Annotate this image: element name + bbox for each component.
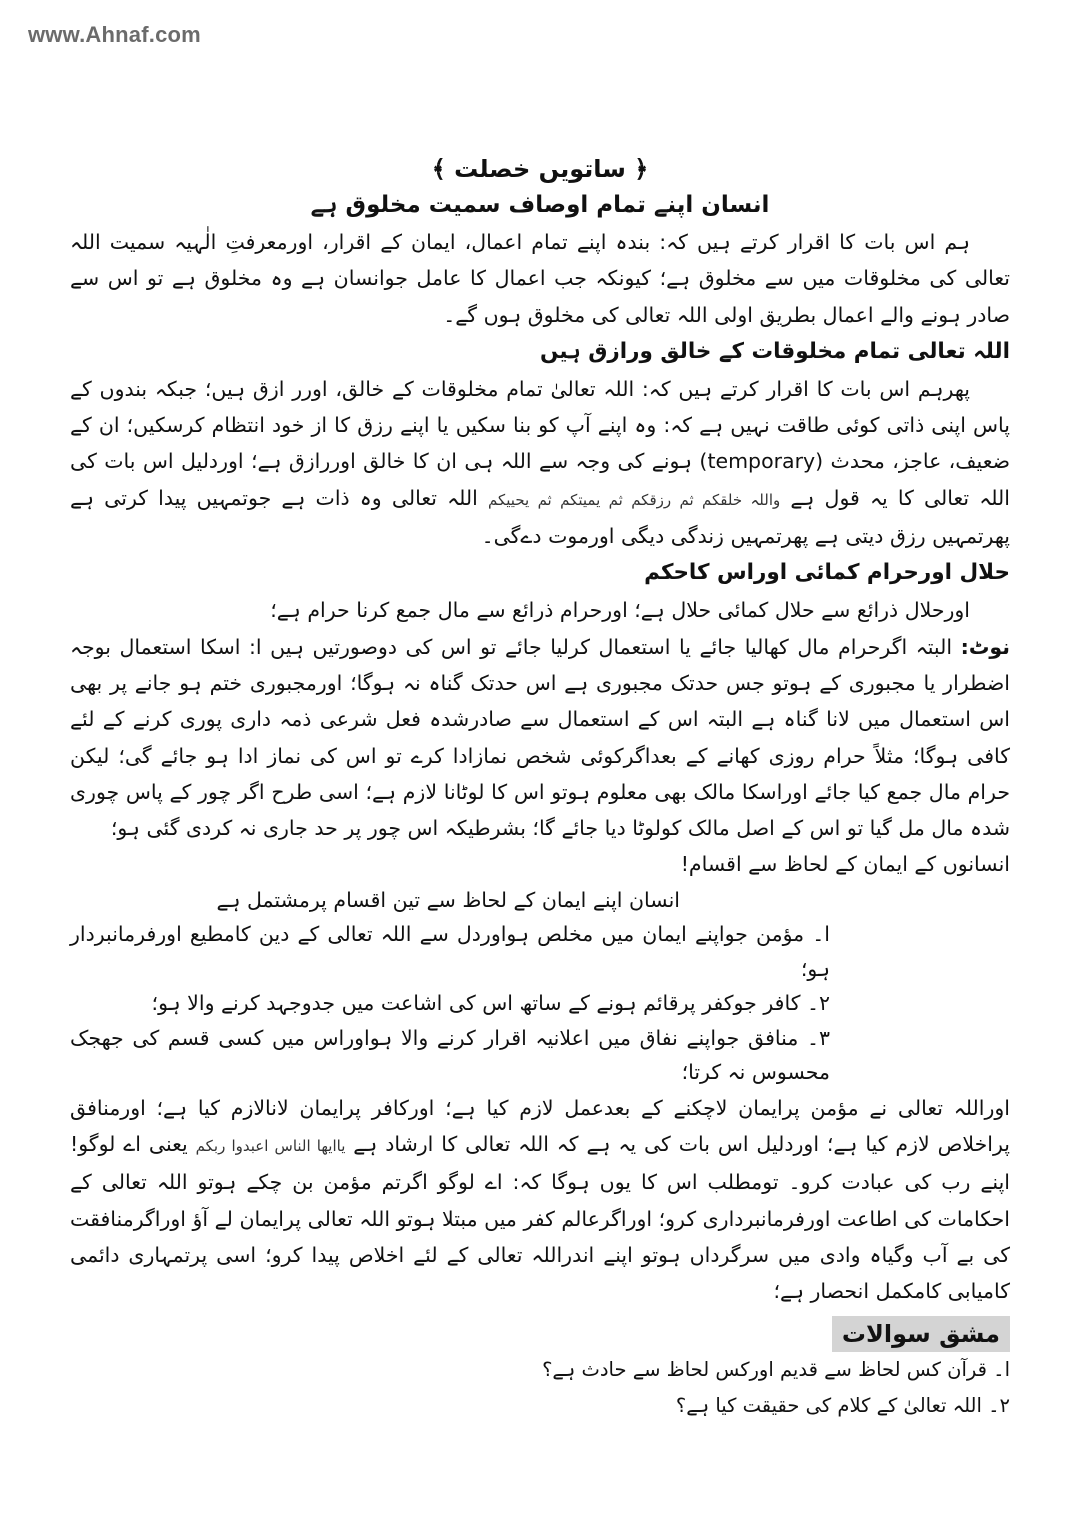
document-page bbox=[70, 150, 1010, 1424]
faith-types-intro: انسان اپنے ایمان کے لحاظ سے تین اقسام پرمشتمل ہے bbox=[216, 887, 680, 912]
creator-paragraph bbox=[70, 371, 1010, 554]
creator-paragraph-tail: اللہ تعالی وہ ذات ہے جوتمہیں پیدا کرتی ہے پھرتمہیں رزق دیتی ہے پھرتمہیں زندگی دیگی اورموت دےگی۔ bbox=[70, 485, 1010, 549]
faith-type-hypocrite: ۳۔ منافق جواپنے نفاق میں اعلانیہ اقرار کرنے والا ہواوراس میں کسی قسم کی جھجک محسوس نہ کرتا؛ bbox=[70, 1025, 830, 1085]
note-label: نوٹ: bbox=[960, 634, 1010, 659]
section-heading-halal-haram: حلال اورحرام کمائی اوراس کاحکم bbox=[644, 560, 1010, 586]
obligations-paragraph-a: اوراللہ تعالی نے مؤمن پرایمان لاچکنے کے بعدعمل لازم کیا ہے؛ اورکافر پرایمان لانالازم کیا ہے؛ اورمنافق پراخلاص لازم کیا ہے؛ اوردلیل اس بات کی یہ ہے کہ اللہ تعالی کا ارشاد ہے bbox=[70, 1095, 1010, 1157]
intro-paragraph: ہم اس بات کا اقرار کرتے ہیں کہ: بندہ اپنے تمام اعمال، ایمان کے اقرار، اورمعرفتِ الٰہیہ سمیت اللہ تعالی کی مخلوقات میں سے مخلوق ہے؛ کیونکہ جب اعمال کا عامل جوانسان ہے وہ مخلوق ہے تو اس سے صادر ہونے والے اعمال بطریق اولی اللہ تعالی کی مخلوق ہوں گے۔ bbox=[70, 230, 1010, 327]
note-text: البتہ اگرحرام مال کھالیا جائے یا استعمال کرلیا جائے تو اس کی دوصورتیں ہیں ا: اسکا استعمال بوجہ اضطرار یا مجبوری کے ہوتو جس حدتک مجبوری ہے اس حدتک گناہ نہ ہوگا؛ اورمجبوری ختم ہو جانے پر بھی اس استعمال میں لانا گناہ ہے البتہ اس کے استعمال سے صادرشدہ فعل شرعی ذمہ داری پوری کرنے کے لئے کافی ہوگا؛ مثلاً حرام روزی کھانے کے بعداگرکوئی شخص نمازادا کرے تو اس کی نماز ادا ہو جائے گی؛ لیکن حرام مال جمع کیا جائے اوراسکا مالک بھی معلوم ہوتو اس کا لوٹانا لازم ہے؛ اسی طرح اگر چور کے پاس چوری شدہ مال مل گیا تو اس کے اصل مالک کولوٹا دیا جائے گا؛ بشرطیکہ اس چور پر حد جاری نہ کردی گئی ہو؛ bbox=[70, 634, 1010, 841]
obligations-paragraph-b: یعنی اے لوگو! اپنے رب کی عبادت کرو۔ تومطلب اس کا یوں ہوگا کہ: اے لوگو اگرتم مؤمن بن چکے ہوتو اللہ تعالی کے احکامات کی اطاعت اورفرمانبرداری کرو؛ اوراگرعالم کفر میں مبتلا ہوتو اللہ تعالی پرایمان لے آؤ اوراگرمنافقت کی بے آب وگیاہ وادی میں سرگرداں ہوتو اپنے اندراللہ تعالی کے لئے اخلاص پیدا کرو؛ اسی پرتمہاری دائمی کامیابی کامکمل انحصار ہے؛ bbox=[70, 1132, 1010, 1304]
chapter-title: ﴿ ساتویں خصلت ﴾ bbox=[431, 155, 649, 183]
chapter-subtitle: انسان اپنے تمام اوصاف سمیت مخلوق ہے bbox=[310, 192, 770, 218]
section-heading-creator: اللہ تعالی تمام مخلوقات کے خالق ورازق ہیں bbox=[539, 338, 1010, 364]
site-watermark: www.Ahnaf.com bbox=[28, 22, 201, 47]
quran-quote-creation: واللہ خلقکم ثم رزقکم ثم یمیتکم ثم یحییکم bbox=[488, 490, 781, 509]
exercise-question-1: ا۔ قرآن کس لحاظ سے قدیم اورکس لحاظ سے حادث ہے؟ bbox=[542, 1357, 1010, 1381]
halal-haram-paragraph: اورحلال ذرائع سے حلال کمائی حلال ہے؛ اورحرام ذرائع سے مال جمع کرنا حرام ہے؛ bbox=[270, 598, 970, 623]
section-heading-faith-types: انسانوں کے ایمان کے لحاظ سے اقسام! bbox=[680, 852, 1010, 877]
note-paragraph bbox=[70, 629, 1010, 847]
faith-type-disbeliever: ۲۔ کافر جوکفر پرقائم ہونے کے ساتھ اس کی اشاعت میں جدوجہد کرنے والا ہو؛ bbox=[151, 991, 830, 1016]
obligations-paragraph bbox=[70, 1090, 1010, 1310]
exercises-heading: مشق سوالات bbox=[832, 1316, 1010, 1352]
exercise-question-2: ۲۔ اللہ تعالیٰ کے کلام کی حقیقت کیا ہے؟ bbox=[675, 1393, 1010, 1417]
quran-quote-worship: یاایھا الناس اعبدوا ربکم bbox=[195, 1137, 346, 1156]
creator-paragraph-main: پھرہم اس بات کا اقرار کرتے ہیں کہ: اللہ تعالیٰ تمام مخلوقات کے خالق، اورر ازق ہیں؛ جبکہ بندوں کے پاس اپنی ذاتی کوئی طاقت نہیں ہے کہ: وہ اپنے آپ کو بنا سکیں یا اپنے رزق کا از خود انتظام کرسکیں؛ ان کے ضعیف، عاجز، محدث (temporary) ہونے کی وجہ سے اللہ ہی ان کا خالق اوررازق ہے؛ اوردلیل اس بات کی اللہ تعالی کا یہ قول ہے bbox=[70, 376, 1011, 510]
faith-type-believer: ا۔ مؤمن جواپنے ایمان میں مخلص ہواوردل سے اللہ تعالی کے دین کامطیع اورفرمانبردار ہو؛ bbox=[70, 922, 830, 981]
